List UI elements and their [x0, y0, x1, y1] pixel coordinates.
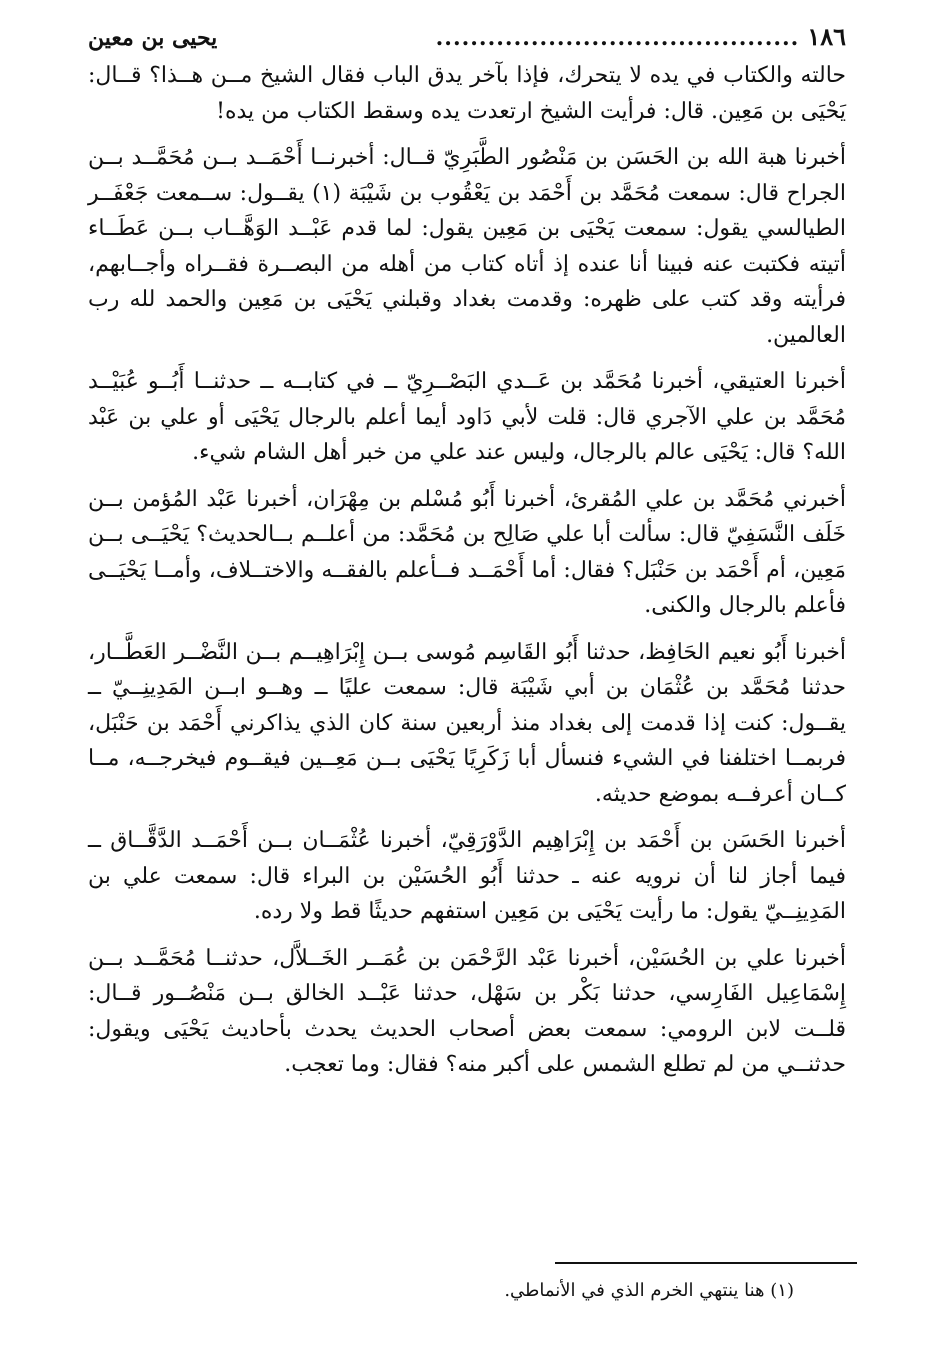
paragraph-1: حالته والكتاب في يده لا يتحرك، فإذا بآخر يدق الباب فقال الشيخ مــن هــذا؟ قــال: يَحْيَى بن مَعِين. قال: فرأيت الشيخ ارتعدت يده وسقط الكتاب من يده! — [88, 63, 846, 124]
paragraph-3: أخبرنا العتيقي، أخبرنا مُحَمَّد بن عَــدي البَصْــرِيّ ــ في كتابــه ــ حدثنــا أَبُــو عُبَيْــد مُحَمَّد بن علي الآجري قال: قلت لأبي دَاود أيما أعلم بالرجال يَحْيَى أو علي بن عَبْد الله؟ قال: يَحْيَى عالم بالرجال، وليس عند علي من خبر أهل الشام شيء. — [88, 369, 846, 465]
paragraph-6: أخبرنا الحَسَن بن أَحْمَد بن إِبْرَاهِيم الدَّوْرَقِيّ، أخبرنا عُثْمَــان بــن أَحْمَــد الدَّقَّــاق ــ فيما أجاز لنا أن نرويه عنه ـ حدثنا أَبُو الحُسَيْن بن البراء قال: سمعت علي بن المَدِينِــيّ يقول: ما رأيت يَحْيَى بن مَعِين استفهم حديثًا قط ولا رده. — [88, 828, 846, 924]
paragraph-2: أخبرنا هبة الله بن الحَسَن بن مَنْصُور الطَّبَرِيّ قــال: أخبرنــا أَحْمَــد بــن مُحَمَّــد بــن الجراح قال: سمعت مُحَمَّد بن أَحْمَد بن يَعْقُوب بن شَيْبَة (١) يقــول: ســمعت جَعْفَــر الطيالسي يقول: سمعت يَحْيَى بن مَعِين يقول: لما قدم عَبْــد الوَهَّــاب بــن عَطَــاء أتيته فكتبت عنه فبينا أنا عنده إذ أتاه كتاب من أهله من البصــرة فقــراه وأجــابهم، فرأيته وقد كتب على ظهره: وقدمت بغداد وقبلني يَحْيَى بن مَعِين والحمد لله رب العالمين. — [88, 145, 846, 348]
book-title: يحيى بن معين — [88, 25, 218, 51]
paragraph-5: أخبرنا أَبُو نعيم الحَافِظ، حدثنا أَبُو القَاسِم مُوسى بــن إِبْرَاهِيــم بــن النَّضْــر العَطَّــار، حدثنا مُحَمَّد بن عُثْمَان بن أبي شَيْبَة قال: سمعت عليًا ــ وهــو ابــن المَدِينِــيّ ــ يقــول: كنت إذا قدمت إلى بغداد منذ أربعين سنة كان الذي يذاكرني أَحْمَد بن حَنْبَل، فربمــا اختلفنا في الشيء فنسأل أبا زَكَرِيًا يَحْيَى بــن مَعِــين فيقــوم فيخرجــه، مــا كــان أعرفــه بموضع حديثه. — [88, 639, 846, 807]
book-page — [88, 22, 846, 1094]
running-head — [88, 22, 846, 56]
body-text — [88, 58, 846, 1083]
page-number: ١٨٦ — [807, 22, 846, 51]
footnote: (١) هنا ينتهي الخرم الذي في الأنماطي. — [504, 1280, 794, 1301]
paragraph-7: أخبرنا علي بن الحُسَيْن، أخبرنا عَبْد الرَّحْمَن بن عُمَــر الخَــلاَّل، حدثنــا مُحَمَّــد بــن إِسْمَاعِيل الفَارِسي، حدثنا بَكْر بن سَهْل، حدثنا عَبْــد الخالق بــن مَنْصُــور قــال: قلــت لابن الرومي: سمعت بعض أصحاب الحديث يحدث بأحاديث يَحْيَى ويقول: حدثنــي من لم تطلع الشمس على أكبر منه؟ فقال: وما تعجب. — [88, 945, 846, 1077]
paragraph-4: أخبرني مُحَمَّد بن علي المُقرئ، أخبرنا أَبُو مُسْلم بن مِهْرَان، أخبرنا عَبْد المُؤمن بــن خَلَف النَّسَفِيّ قال: سألت أبا علي صَالِح بن مُحَمَّد: من أعلــم بــالحديث؟ يَحْيَــى بــن مَعِين، أم أَحْمَد بن حَنْبَل؟ فقال: أما أَحْمَــد فــأعلم بالفقــه والاختــلاف، وأمــا يَحْيَــى فأعلم بالرجال والكنى. — [88, 486, 846, 618]
header-dot-leader: .......................................... — [435, 25, 800, 51]
footnote-separator — [555, 1262, 857, 1264]
